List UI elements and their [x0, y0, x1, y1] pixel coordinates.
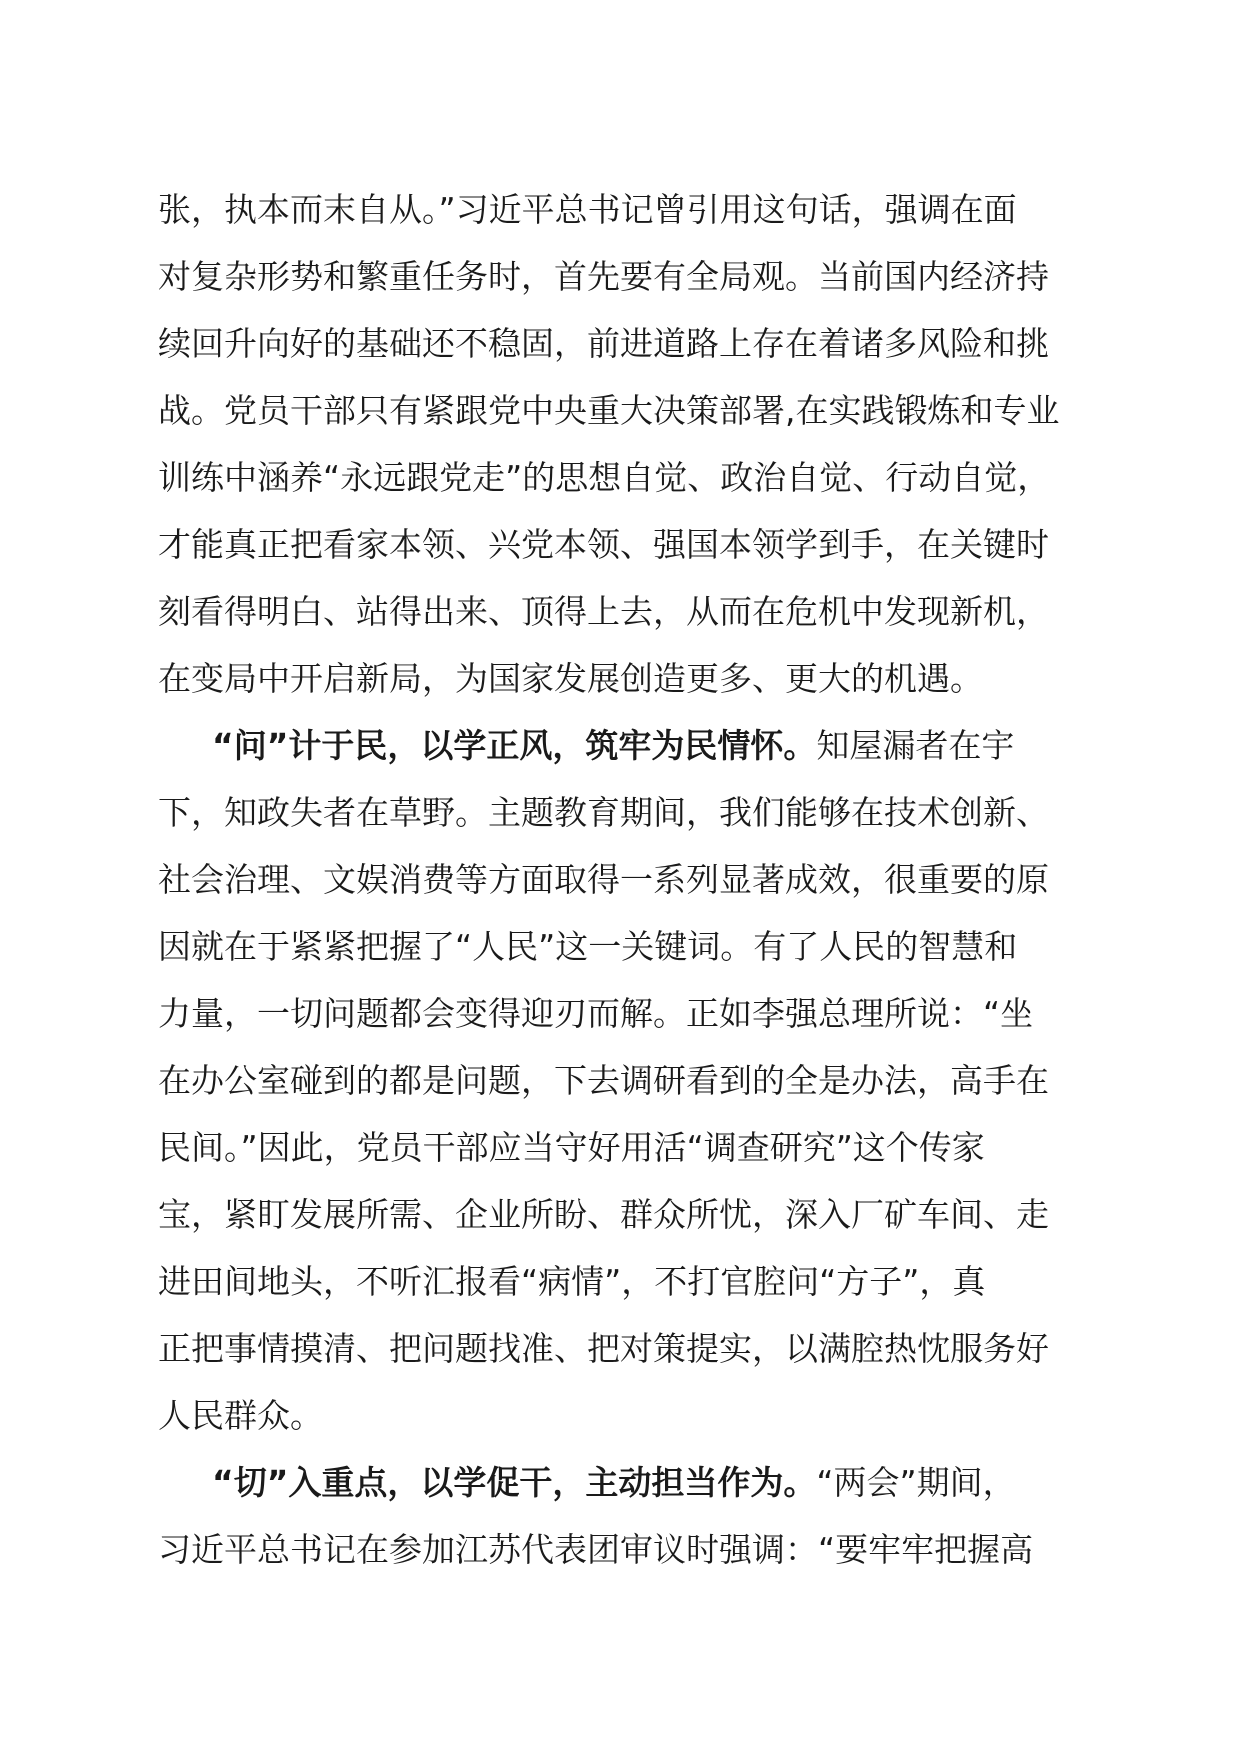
text-line: 人民群众。: [158, 1396, 323, 1435]
text-line: 因就在于紧紧把握了“人民”这一关键词。有了人民的智慧和: [158, 927, 1018, 966]
text-line: 训练中涵养“永远跟党走”的思想自觉、政治自觉、行动自觉，: [158, 458, 1051, 497]
text-line: 宝，紧盯发展所需、企业所盼、群众所忧，深入厂矿车间、走: [158, 1195, 1049, 1234]
paragraph-heading: “问”计于民，以学正风，筑牢为民情怀。: [212, 726, 817, 765]
text-line: 对复杂形势和繁重任务时，首先要有全局观。当前国内经济持: [158, 257, 1049, 296]
text-line: 进田间地头，不听汇报看“病情”，不打官腔问“方子”，真: [158, 1262, 986, 1301]
text-line: 下，知政失者在草野。主题教育期间，我们能够在技术创新、: [158, 793, 1049, 832]
paragraph-first-line: [212, 726, 1014, 766]
text-line: 力量，一切问题都会变得迎刃而解。正如李强总理所说：“坐: [158, 994, 1034, 1033]
text-line: 正把事情摸清、把问题找准、把对策提实，以满腔热忱服务好: [158, 1329, 1049, 1368]
text-line: 在办公室碰到的都是问题，下去调研看到的全是办法，高手在: [158, 1061, 1049, 1100]
paragraph-lead-text: 知屋漏者在宇: [816, 726, 1015, 765]
text-line: 民间。”因此，党员干部应当守好用活“调查研究”这个传家: [158, 1128, 985, 1167]
text-line: 社会治理、文娱消费等方面取得一系列显著成效，很重要的原: [158, 860, 1049, 899]
paragraph-lead-text: “两会”期间，: [816, 1463, 1016, 1502]
text-line: 在变局中开启新局，为国家发展创造更多、更大的机遇。: [158, 659, 983, 698]
text-line: 习近平总书记在参加江苏代表团审议时强调：“要牢牢把握高: [158, 1530, 1034, 1569]
text-line: 刻看得明白、站得出来、顶得上去，从而在危机中发现新机，: [158, 592, 1049, 631]
text-line: 续回升向好的基础还不稳固，前进道路上存在着诸多风险和挑: [158, 324, 1049, 363]
text-line: 张，执本而末自从。”习近平总书记曾引用这句话，强调在面: [158, 190, 1017, 229]
paragraph-first-line: [212, 1463, 1016, 1503]
paragraph-heading: “切”入重点，以学促干，主动担当作为。: [212, 1463, 817, 1502]
text-line: 才能真正把看家本领、兴党本领、强国本领学到手，在关键时: [158, 525, 1049, 564]
text-line: 战。党员干部只有紧跟党中央重大决策部署,在实践锻炼和专业: [158, 391, 1060, 430]
